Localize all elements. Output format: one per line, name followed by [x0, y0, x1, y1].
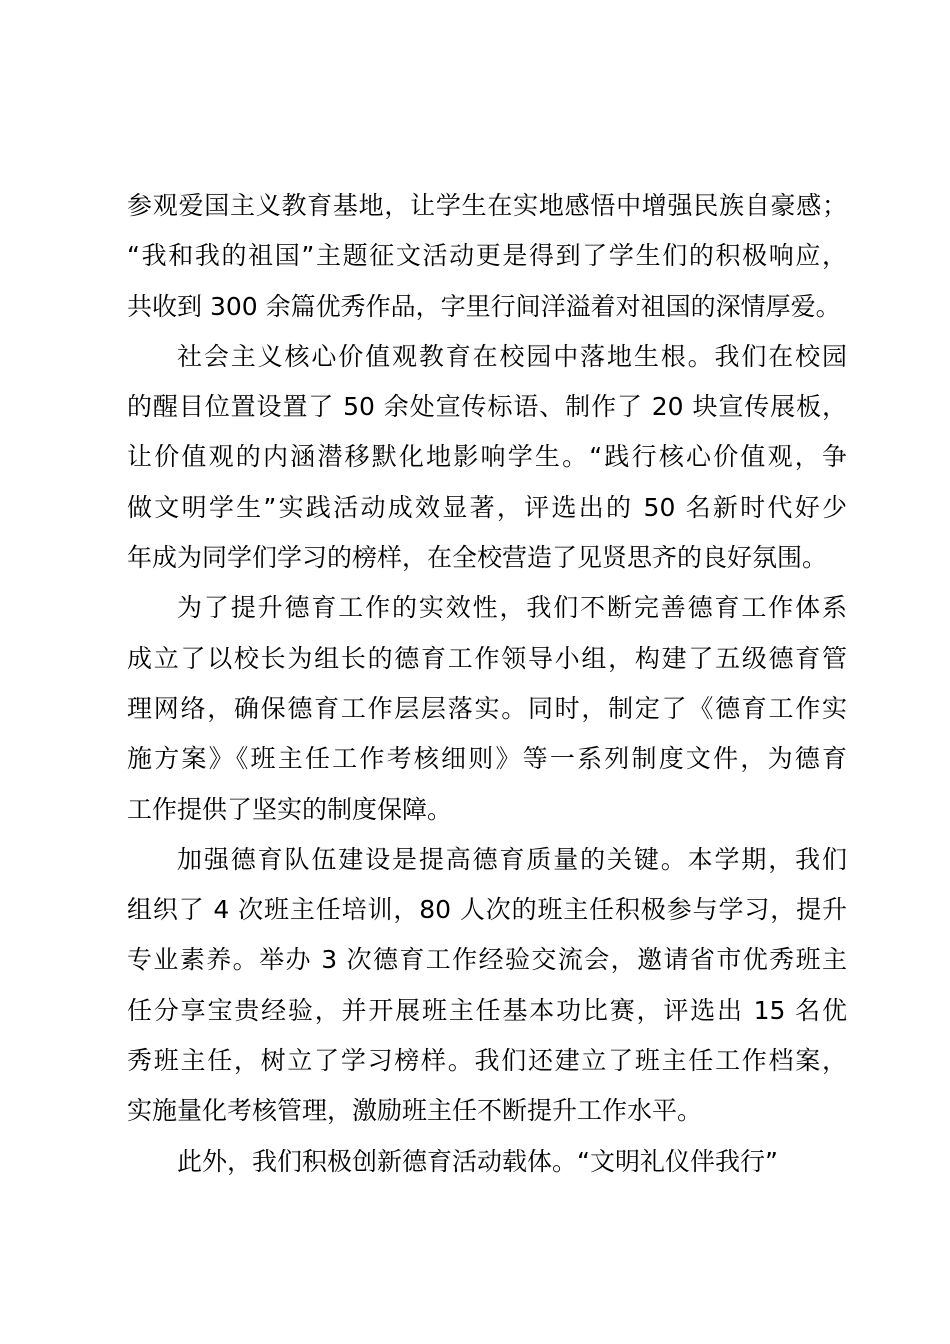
text-line: 年成为同学们学习的榜样，在全校营造了见贤思齐的良好氛围。 — [127, 543, 828, 573]
text-line: 实施量化考核管理，激励班主任不断提升工作水平。 — [127, 1096, 703, 1126]
text-line: 施方案》《班主任工作考核细则》等一系列制度文件，为德育 — [127, 744, 847, 774]
text-line: 共收到 300 余篇优秀作品，字里行间洋溢着对祖国的深情厚爱。 — [127, 291, 841, 321]
text-line: 让价值观的内涵潜移默化地影响学生。“践行核心价值观，争 — [127, 442, 847, 472]
text-line: 为了提升德育工作的实效性，我们不断完善德育工作体系 — [177, 593, 847, 623]
text-line: 专业素养。举办 3 次德育工作经验交流会，邀请省市优秀班主 — [127, 945, 847, 975]
body-text — [127, 181, 847, 1187]
text-line: 做文明学生”实践活动成效显著，评选出的 50 名新时代好少 — [127, 492, 847, 522]
text-line: 加强德育队伍建设是提高德育质量的关键。本学期，我们 — [177, 844, 847, 874]
text-line: 此外，我们积极创新德育活动载体。“文明礼仪伴我行” — [177, 1146, 778, 1176]
text-line: 成立了以校长为组长的德育工作领导小组，构建了五级德育管 — [127, 643, 847, 673]
text-line: 工作提供了坚实的制度保障。 — [127, 794, 453, 824]
text-line: 任分享宝贵经验，并开展班主任基本功比赛，评选出 15 名优 — [127, 995, 847, 1025]
text-line: 参观爱国主义教育基地，让学生在实地感悟中增强民族自豪感； — [127, 191, 847, 220]
text-line: 的醒目位置设置了 50 余处宣传标语、制作了 20 块宣传展板， — [127, 392, 847, 422]
text-line: 秀班主任，树立了学习榜样。我们还建立了班主任工作档案， — [127, 1046, 847, 1076]
text-line: 组织了 4 次班主任培训，80 人次的班主任积极参与学习，提升 — [127, 895, 847, 925]
text-line: “我和我的祖国”主题征文活动更是得到了学生们的积极响应， — [127, 241, 847, 271]
text-line: 理网络，确保德育工作层层落实。同时，制定了《德育工作实 — [127, 693, 847, 723]
text-line: 社会主义核心价值观教育在校园中落地生根。我们在校园 — [177, 341, 847, 371]
